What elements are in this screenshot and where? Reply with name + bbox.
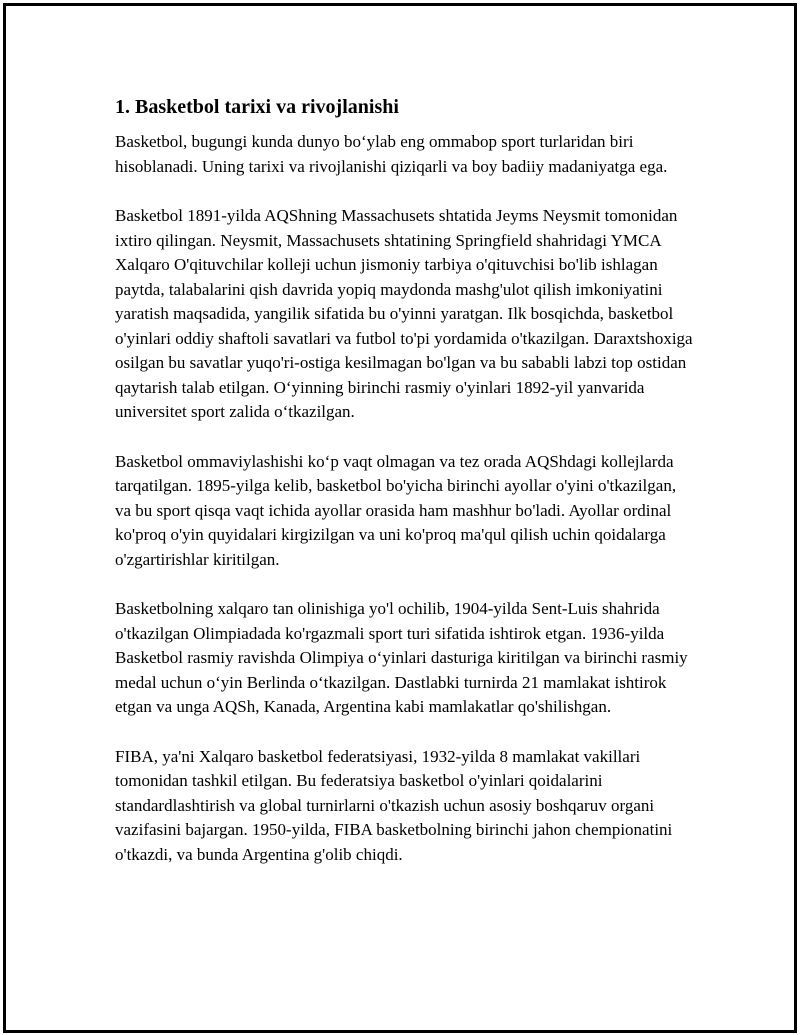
paragraph-intro: Basketbol, bugungi kunda dunyo boʻylab eng ommabop sport turlaridan biri hisoblanadi. Uning tarixi va rivojlanishi qiziqarli va boy badiiy madaniyatga ega. [115,132,668,176]
paragraph-olympics: Basketbolning xalqaro tan olinishiga yo'l ochilib, 1904-yilda Sent-Luis shahrida o'tkazilgan Olimpiadada ko'rgazmali sport turi sifatida ishtirok etgan. 1936-yilda Basketbol rasmiy ravishda Olimpiya oʻyinlari dasturiga kiritilgan va birinchi rasmiy medal uchun oʻyin Berlinda oʻtkazilgan. Dastlabki turnirda 21 mamlakat ishtirok etgan va unga AQSh, Kanada, Argentina kabi mamlakatlar qo'shilishgan. [115,599,688,716]
section-heading: 1. Basketbol tarixi va rivojlanishi [115,96,399,118]
document-body [115,94,695,892]
paragraph-fiba: FIBA, ya'ni Xalqaro basketbol federatsiyasi, 1932-yilda 8 mamlakat vakillari tomonidan tashkil etilgan. Bu federatsiya basketbol o'yinlari qoidalarini standardlashtirish va global turnirlarni o'tkazish uchun asosiy boshqaruv organi vazifasini bajargan. 1950-yilda, FIBA basketbolning birinchi jahon chempionatini o'tkazdi, va bunda Argentina g'olib chiqdi. [115,746,673,864]
paragraph-invention: Basketbol 1891-yilda AQShning Massachusets shtatida Jeyms Neysmit tomonidan ixtiro qilingan. Neysmit, Massachusets shtatining Springfield shahridagi YMCA Xalqaro O'qituvchilar kolleji uchun jismoniy tarbiya o'qituvchisi bo'lib ishlagan paytda, talabalarini qish davrida yopiq maydonda mashg'ulot qilish imkoniyatini yaratish maqsadida, yangilik sifatida bu o'yinni yaratgan. Ilk bosqichda, basketbol o'yinlari oddiy shaftoli savatlari va futbol to'pi yordamida o'tkazilgan. Daraxtshoxiga osilgan bu savatlar yuqo'ri-ostiga kesilmagan bo'lgan va bu sababli labzi top ostidan qaytarish talab etilgan. Oʻyinning birinchi rasmiy o'yinlari 1892-yil yanvarida universitet sport zalida oʻtkazilgan. [115,206,693,421]
paragraph-popularization: Basketbol ommaviylashishi koʻp vaqt olmagan va tez orada AQShdagi kollejlarda tarqatilgan. 1895-yilga kelib, basketbol bo'yicha birinchi ayollar o'yini o'tkazilgan, va bu sport qisqa vaqt ichida ayollar orasida ham mashhur bo'ladi. Ayollar ordinal ko'proq o'yin quyidalari kirgizilgan va uni ko'proq ma'qul qilish uchin qoidalarga o'zgartirishlar kiritilgan. [115,451,677,569]
